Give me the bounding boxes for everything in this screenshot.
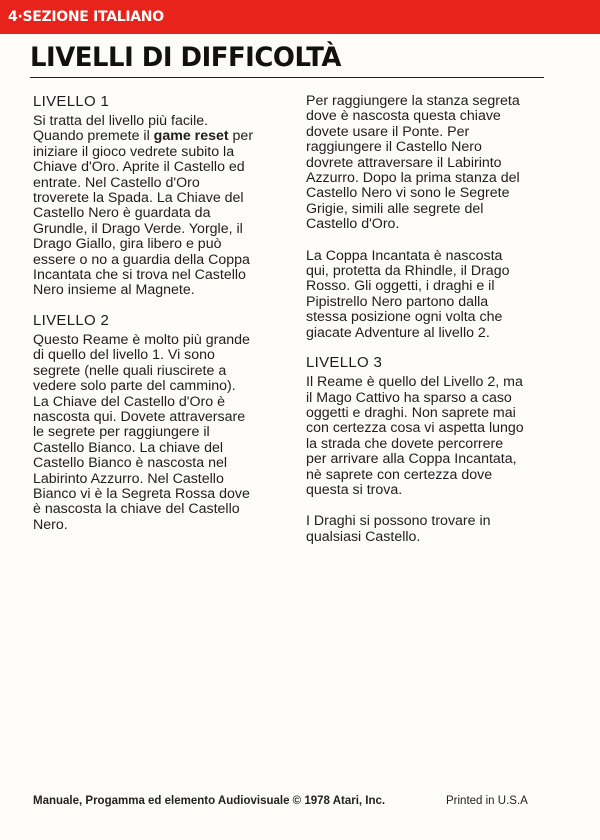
level-2-heading: LIVELLO 2	[33, 311, 110, 329]
left-column	[33, 94, 278, 533]
level-1-heading: LIVELLO 1	[33, 93, 110, 110]
printed-in: Printed in U.S.A	[446, 795, 528, 807]
level-3-heading: LIVELLO 3	[306, 354, 383, 372]
dragons-note: I Draghi si possono trovare in qualsiasi Castello.	[306, 513, 491, 545]
level-1-text-a: Si tratta del livello più facile. Quando premete il	[33, 113, 209, 145]
game-reset-keyword: game reset	[153, 128, 229, 145]
level-3-text: Il Reame è quello del Livello 2, ma il Mago Cattivo ha sparso a caso oggetti e draghi. Non saprete mai con certezza cosa vi aspetta lungo la strada che dovete percorrere per arrivare alla Coppa Incantata, nè saprete con certezza dove questa si trova.	[306, 374, 524, 498]
section-band	[0, 0, 600, 34]
level-2-text: Questo Reame è molto più grande di quello del livello 1. Vi sono segrete (nelle quali riuscirete a vedere solo parte del cammino). La Chiave del Castello d'Oro è nascosta qui. Dovete attraversare le segrete per raggiungere il Castello Bianco. La chiave del Castello Bianco è nascosta nel Labirinto Azzurro. Nel Castello Bianco vi è la Segreta Rossa dove è nascosta la chiave del Castello Nero.	[33, 331, 250, 533]
section-label: 4·SEZIONE ITALIANO	[8, 9, 164, 25]
level-2-text-continued: Per raggiungere la stanza segreta dove è nascosta questa chiave dovete usare il Ponte. Per raggiungere il Castello Nero dovrete attraversare il Labirinto Azzurro. Dopo la prima stanza del Castello Nero vi sono le Segrete Grigie, simili alle segrete del Castello d'Oro.	[306, 93, 520, 233]
level-1-text-b: per iniziare il gioco vedrete subito la Chiave d'Oro. Aprite il Castello ed entrate. Nel Castello d'Oro troverete la Spada. La Chiave del Castello Nero è guardata da Grundle, il Drago Verde. Yorgle, il Drago Giallo, gira libero e può essere o no a guardia della Coppa Incantata che si trova nel Castello Nero insieme al Magnete.	[33, 128, 254, 299]
level-2-cup-paragraph: La Coppa Incantata è nascosta qui, protetta da Rhindle, il Drago Rosso. Gli oggetti, i draghi e il Pipistrello Nero partono dalla stessa posizione ogni volta che giacate Adventure al livello 2.	[306, 247, 510, 341]
right-column	[306, 94, 551, 545]
level-1-text	[33, 114, 278, 299]
title-divider	[30, 77, 544, 78]
copyright-credit: Manuale, Progamma ed elemento Audiovisuale © 1978 Atari, Inc.	[33, 795, 386, 807]
page-title: LIVELLI DI DIFFICOLTÀ	[30, 42, 341, 73]
